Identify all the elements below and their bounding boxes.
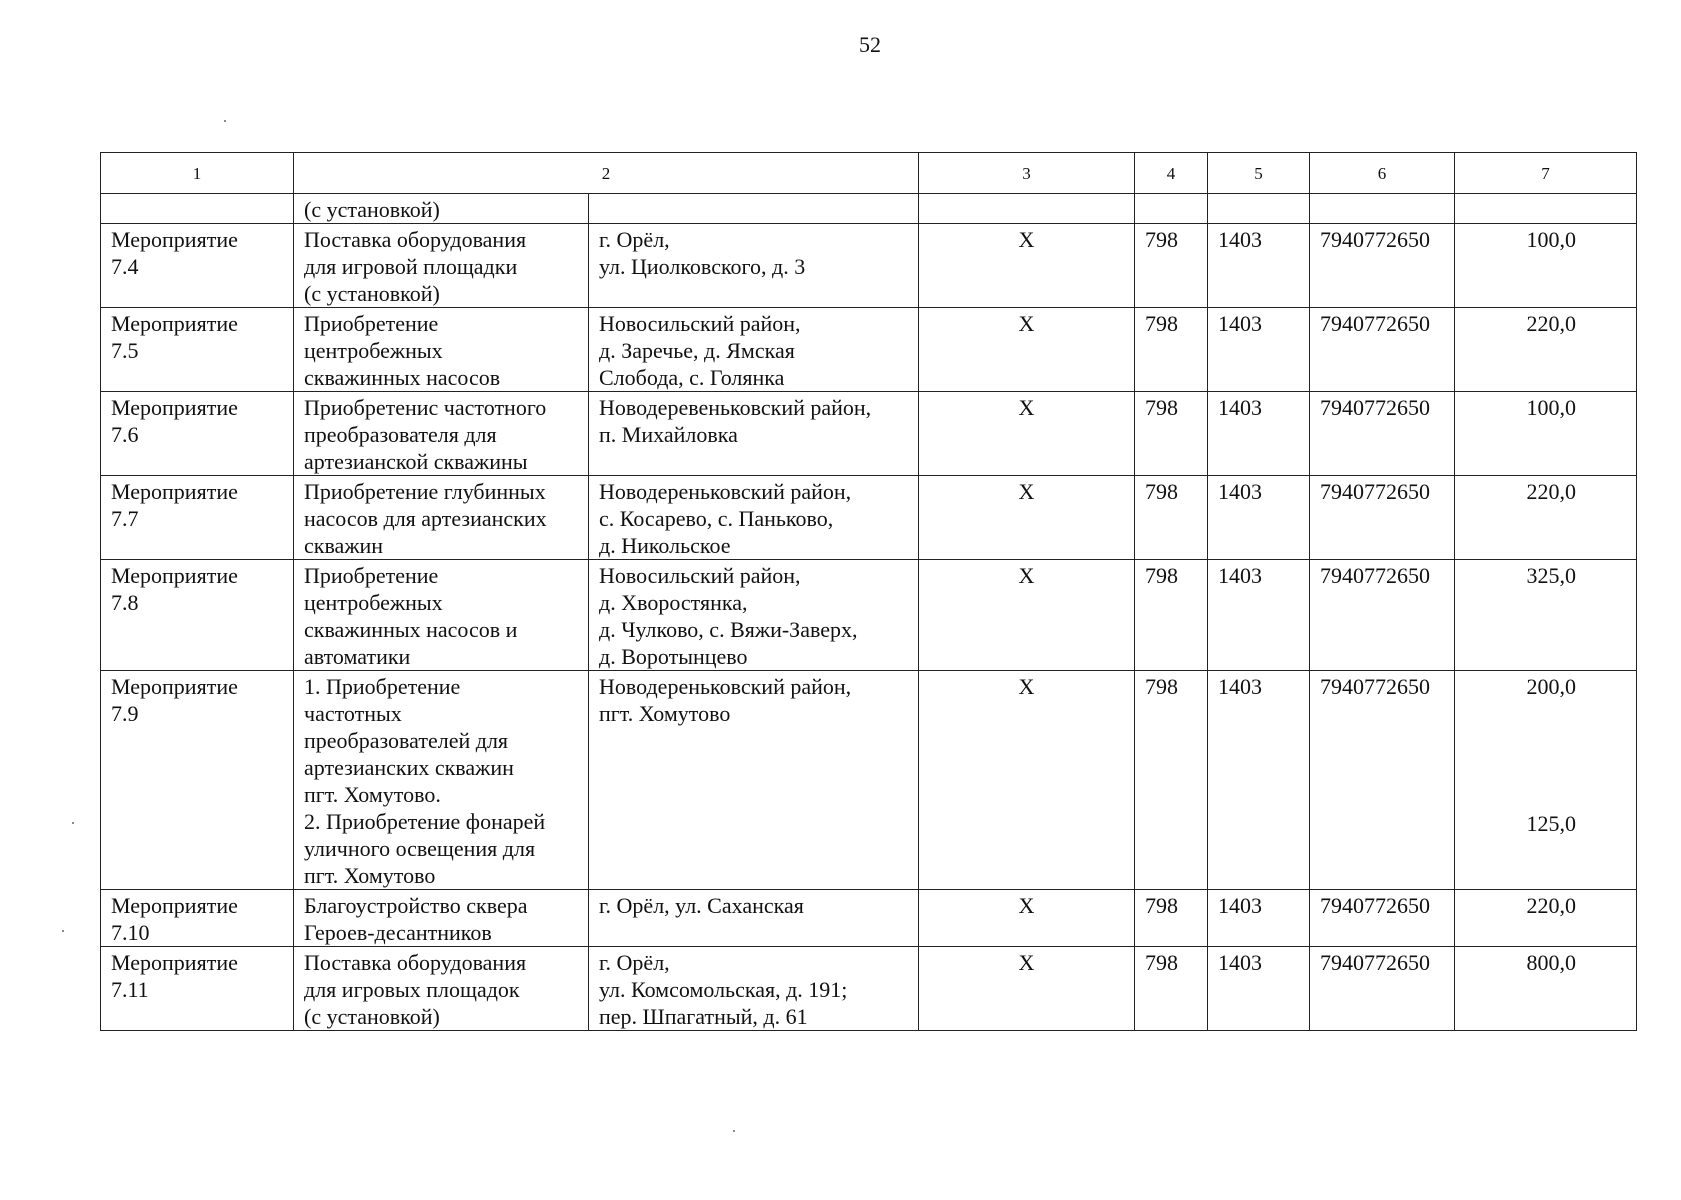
table-row [101, 671, 1637, 890]
event-name-cell-line: 7.10 [111, 920, 150, 945]
table-body [101, 224, 1637, 1031]
code-cell-4: 798 [1135, 560, 1208, 671]
event-description-cell-line: Героев-десантников [304, 920, 492, 945]
event-location-cell [589, 671, 919, 890]
code-cell-4: 798 [1135, 392, 1208, 476]
event-description-cell-line: скважинных насосов [304, 365, 501, 390]
event-name-cell [101, 947, 294, 1031]
mark-cell: X [919, 671, 1135, 890]
event-description-cell-line: преобразователя для [304, 422, 497, 447]
event-description-cell [294, 308, 589, 392]
event-description-cell-line: Благоустройство сквера [304, 893, 528, 918]
scan-speck [733, 1130, 735, 1132]
event-description-cell [294, 890, 589, 947]
table-row [101, 392, 1637, 476]
code-cell-5: 1403 [1208, 476, 1310, 560]
header-cell-4: 4 [1135, 153, 1208, 194]
event-location-cell-line: Новодереньковский район, [599, 479, 852, 504]
event-description-cell-line: центробежных [304, 590, 443, 615]
event-name-cell-line: 7.4 [111, 254, 139, 279]
header-cell-1: 1 [101, 153, 294, 194]
event-description-cell-line: пгт. Хомутово. [304, 782, 441, 807]
amount-value: 220,0 [1526, 893, 1576, 918]
event-description-cell-line: насосов для артезианских [304, 506, 547, 531]
event-location-cell-line: Новосильский район, [599, 311, 801, 336]
event-location-cell-line: пгт. Хомутово [599, 701, 731, 726]
event-description-cell-line: Приобретение глубинных [304, 479, 546, 504]
event-location-cell-line: Новодеревеньковский район, [599, 395, 872, 420]
event-location-cell [589, 308, 919, 392]
table-row [101, 890, 1637, 947]
code-cell-6: 7940772650 [1310, 392, 1455, 476]
mark-cell: X [919, 224, 1135, 308]
code-cell-4: 798 [1135, 947, 1208, 1031]
event-description-cell-line: пгт. Хомутово [304, 863, 436, 888]
code-cell-4: 798 [1135, 671, 1208, 890]
event-name-cell-line: 7.9 [111, 701, 139, 726]
event-name-cell [101, 890, 294, 947]
event-description-cell-line: преобразователей для [304, 728, 509, 753]
events-table [100, 152, 1637, 1031]
event-description-cell [294, 947, 589, 1031]
event-name-cell-line: 7.7 [111, 506, 139, 531]
amount-value: 220,0 [1526, 311, 1576, 336]
event-description-cell-line: для игровых площадок [304, 977, 520, 1002]
event-description-cell-line: артезианской скважины [304, 449, 528, 474]
code-cell-5: 1403 [1208, 308, 1310, 392]
event-location-cell-line: д. Чулково, с. Вяжи-Заверх, [599, 617, 858, 642]
code-cell-5: 1403 [1208, 560, 1310, 671]
code-cell-5: 1403 [1208, 224, 1310, 308]
event-location-cell [589, 560, 919, 671]
event-description-cell-line: Приобретенис частотного [304, 395, 547, 420]
page-number: 52 [859, 32, 881, 57]
event-location-cell-line: ул. Комсомольская, д. 191; [599, 977, 848, 1002]
event-location-cell-line: д. Воротынцево [599, 644, 748, 669]
amount-cell [1455, 890, 1637, 947]
event-location-cell-line: пер. Шпагатный, д. 61 [599, 1004, 808, 1029]
event-location-cell-line: ул. Циолковского, д. 3 [599, 254, 806, 279]
event-description-cell [294, 476, 589, 560]
event-name-cell [101, 476, 294, 560]
mark-cell: X [919, 308, 1135, 392]
event-name-cell [101, 308, 294, 392]
event-description-cell [294, 224, 589, 308]
code-cell-4: 798 [1135, 308, 1208, 392]
header-row [101, 153, 1637, 194]
amount-cell [1455, 560, 1637, 671]
table-row [101, 224, 1637, 308]
event-name-cell-line: 7.8 [111, 590, 139, 615]
mark-cell: X [919, 947, 1135, 1031]
event-name-cell-line: Мероприятие [111, 893, 238, 918]
event-description-cell-line: Приобретение [304, 311, 439, 336]
amount-value: 220,0 [1526, 479, 1576, 504]
code-cell-5: 1403 [1208, 890, 1310, 947]
continuation-row [101, 194, 1637, 224]
event-name-cell-line: Мероприятие [111, 950, 238, 975]
event-description-cell [294, 560, 589, 671]
code-cell-5: 1403 [1208, 947, 1310, 1031]
header-cell-7: 7 [1455, 153, 1637, 194]
code-cell-6: 7940772650 [1310, 890, 1455, 947]
scan-speck [224, 120, 226, 122]
event-location-cell [589, 224, 919, 308]
event-description-cell-line: центробежных [304, 338, 443, 363]
code-cell-5: 1403 [1208, 392, 1310, 476]
event-description-cell-line: Приобретение [304, 563, 439, 588]
event-name-cell-line: 7.6 [111, 422, 139, 447]
event-location-cell-line: Новодереньковский район, [599, 674, 852, 699]
event-name-cell [101, 224, 294, 308]
event-name-cell-line: Мероприятие [111, 674, 238, 699]
event-name-cell-line: Мероприятие [111, 227, 238, 252]
amount-cell [1455, 308, 1637, 392]
amount-cell [1455, 476, 1637, 560]
event-location-cell [589, 947, 919, 1031]
table-row [101, 947, 1637, 1031]
event-description-cell-line: (с установкой) [304, 281, 440, 306]
event-description-cell-line: уличного освещения для [304, 836, 536, 861]
event-description-cell-line: Поставка оборудования [304, 227, 527, 252]
event-location-cell-line: с. Косарево, с. Паньково, [599, 506, 834, 531]
code-cell-4: 798 [1135, 890, 1208, 947]
event-name-cell-line: 7.5 [111, 338, 139, 363]
event-location-cell-line: д. Никольское [599, 533, 731, 558]
scan-speck [62, 930, 64, 932]
event-location-cell [589, 476, 919, 560]
mark-cell: X [919, 476, 1135, 560]
event-location-cell-line: г. Орёл, [599, 950, 670, 975]
code-cell-5: 1403 [1208, 671, 1310, 890]
header-cell-6: 6 [1310, 153, 1455, 194]
mark-cell: X [919, 890, 1135, 947]
event-location-cell-line: г. Орёл, [599, 227, 670, 252]
event-description-cell-line: частотных [304, 701, 402, 726]
table-row [101, 476, 1637, 560]
event-description-cell-line: артезианских скважин [304, 755, 514, 780]
event-name-cell [101, 560, 294, 671]
event-name-cell [101, 392, 294, 476]
event-description-cell-line: автоматики [304, 644, 411, 669]
code-cell-4: 798 [1135, 224, 1208, 308]
event-name-cell-line: Мероприятие [111, 563, 238, 588]
amount-cell [1455, 224, 1637, 308]
event-name-cell-line: Мероприятие [111, 311, 238, 336]
event-description-cell-line: для игровой площадки [304, 254, 518, 279]
amount-value: 325,0 [1526, 563, 1576, 588]
code-cell-6: 7940772650 [1310, 308, 1455, 392]
amount-value: 800,0 [1526, 950, 1576, 975]
amount-value: 100,0 [1526, 395, 1576, 420]
event-description-cell-line: 2. Приобретение фонарей [304, 809, 546, 834]
code-cell-6: 7940772650 [1310, 671, 1455, 890]
event-description-cell-line: 1. Приобретение [304, 674, 461, 699]
amount-cell [1455, 392, 1637, 476]
mark-cell: X [919, 392, 1135, 476]
event-description-cell [294, 671, 589, 890]
event-location-cell-line: д. Хворостянка, [599, 590, 748, 615]
event-location-cell-line: п. Михайловка [599, 422, 738, 447]
event-location-cell-line: д. Заречье, д. Ямская [599, 338, 795, 363]
event-name-cell [101, 671, 294, 890]
event-location-cell [589, 392, 919, 476]
amount-value: 200,0 [1526, 674, 1576, 699]
event-description-cell-line: скважин [304, 533, 384, 558]
code-cell-4: 798 [1135, 476, 1208, 560]
event-description-cell-line: Поставка оборудования [304, 950, 527, 975]
continuation-text: (с установкой) [294, 194, 589, 224]
event-location-cell-line: Новосильский район, [599, 563, 801, 588]
table-row [101, 560, 1637, 671]
amount-cell [1455, 671, 1637, 890]
event-name-cell-line: 7.11 [111, 977, 149, 1002]
event-location-cell-line: г. Орёл, ул. Саханская [599, 893, 804, 918]
mark-cell: X [919, 560, 1135, 671]
table-row [101, 308, 1637, 392]
code-cell-6: 7940772650 [1310, 224, 1455, 308]
event-description-cell-line: скважинных насосов и [304, 617, 518, 642]
header-cell-2: 2 [294, 153, 919, 194]
header-cell-5: 5 [1208, 153, 1310, 194]
event-name-cell-line: Мероприятие [111, 479, 238, 504]
event-location-cell [589, 890, 919, 947]
event-name-cell-line: Мероприятие [111, 395, 238, 420]
event-location-cell-line: Слобода, с. Голянка [599, 365, 785, 390]
code-cell-6: 7940772650 [1310, 947, 1455, 1031]
amount-value: 125,0 [1526, 811, 1576, 836]
scan-speck [72, 822, 74, 824]
code-cell-6: 7940772650 [1310, 560, 1455, 671]
amount-value: 100,0 [1526, 227, 1576, 252]
header-cell-3: 3 [919, 153, 1135, 194]
code-cell-6: 7940772650 [1310, 476, 1455, 560]
amount-cell [1455, 947, 1637, 1031]
event-description-cell-line: (с установкой) [304, 1004, 440, 1029]
event-description-cell [294, 392, 589, 476]
